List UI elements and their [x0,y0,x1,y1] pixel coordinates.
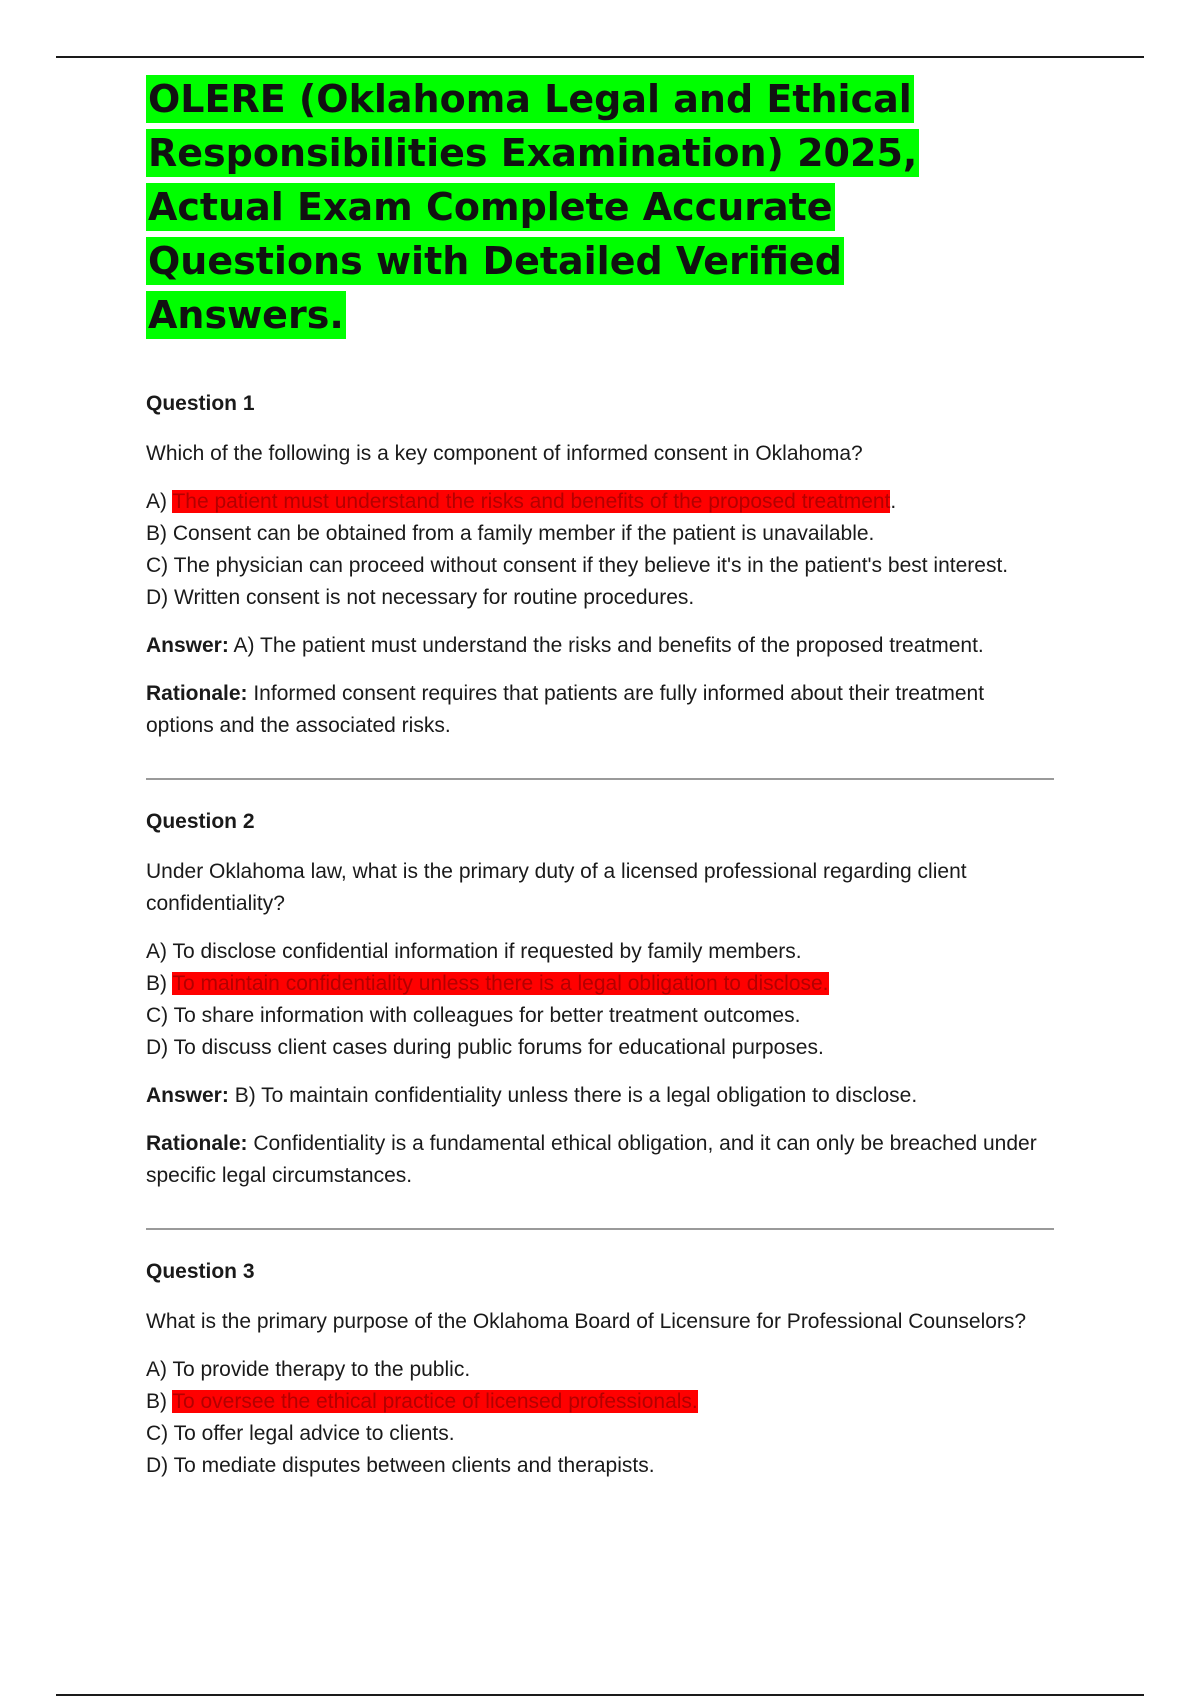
highlighted-correct-option: The patient must understand the risks and benefits of the proposed treatment [172,490,891,513]
option-b [146,1386,1056,1418]
option-b [146,518,1056,550]
option-list [146,1354,1056,1482]
question-2 [146,808,1056,1192]
question-heading: Question 2 [146,810,255,833]
option-prefix: C) [146,1422,174,1445]
option-prefix: B) [146,1390,173,1413]
option-prefix: D) [146,586,174,609]
option-text: Consent can be obtained from a family member if the patient is unavailable. [172,522,875,545]
rationale-label: Rationale: [146,682,248,705]
answer-label: Answer: [146,634,229,657]
option-d [146,1032,1056,1064]
option-a [146,1354,1056,1386]
option-prefix: D) [146,1454,174,1477]
question-heading: Question 1 [146,392,255,415]
bottom-rule [56,1694,1144,1696]
highlighted-correct-option: To oversee the ethical practice of licensed professionals. [172,1390,698,1413]
question-text: Which of the following is a key component of informed consent in Oklahoma? [146,442,863,465]
option-text: To disclose confidential information if requested by family members. [172,940,802,963]
option-b [146,968,1056,1000]
document-title [146,72,1026,342]
question-heading: Question 3 [146,1260,255,1283]
option-prefix: A) [146,1358,173,1381]
option-prefix: B) [146,522,173,545]
answer [146,630,1056,662]
question-text: What is the primary purpose of the Oklahoma Board of Licensure for Professional Counselors? [146,1310,1027,1333]
option-text: To provide therapy to the public. [172,1358,471,1381]
highlighted-correct-option: To maintain confidentiality unless there is a legal obligation to disclose. [172,972,829,995]
option-list [146,936,1056,1064]
rationale [146,1128,1056,1192]
option-suffix: . [890,490,897,513]
question-1 [146,390,1056,742]
option-prefix: C) [146,554,174,577]
rationale-text: Confidentiality is a fundamental ethical obligation, and it can only be breached under specific legal circumstances. [146,1132,1037,1187]
option-d [146,1450,1056,1482]
answer-label: Answer: [146,1084,229,1107]
option-prefix: A) [146,940,173,963]
question-3 [146,1258,1056,1482]
option-text: To discuss client cases during public forums for educational purposes. [173,1036,824,1059]
option-a [146,486,1056,518]
option-c [146,550,1056,582]
section-divider [146,1228,1054,1230]
document-title-text: OLERE (Oklahoma Legal and Ethical Responsibilities Examination) 2025, Actual Exam Complete Accurate Questions with Detailed Verified Answers. [148,77,918,337]
option-prefix: D) [146,1036,174,1059]
answer-text: A) The patient must understand the risks and benefits of the proposed treatment. [228,634,984,657]
option-c [146,1000,1056,1032]
option-list [146,486,1056,614]
option-text: To share information with colleagues for better treatment outcomes. [173,1004,801,1027]
rationale [146,678,1056,742]
section-divider [146,778,1054,780]
option-c [146,1418,1056,1450]
top-rule [56,56,1144,58]
option-text: To offer legal advice to clients. [173,1422,455,1445]
rationale-text: Informed consent requires that patients are fully informed about their treatment options and the associated risks. [146,682,985,737]
option-text: To mediate disputes between clients and therapists. [173,1454,655,1477]
option-d [146,582,1056,614]
option-a [146,936,1056,968]
option-prefix: B) [146,972,173,995]
option-text: Written consent is not necessary for routine procedures. [174,586,695,609]
answer-text: B) To maintain confidentiality unless there is a legal obligation to disclose. [228,1084,918,1107]
option-text: The physician can proceed without consent if they believe it's in the patient's best interest. [173,554,1009,577]
question-text: Under Oklahoma law, what is the primary duty of a licensed professional regarding client confidentiality? [146,860,967,915]
option-prefix: C) [146,1004,174,1027]
document-body [146,72,1056,1498]
option-prefix: A) [146,490,173,513]
rationale-label: Rationale: [146,1132,248,1155]
answer [146,1080,1056,1112]
